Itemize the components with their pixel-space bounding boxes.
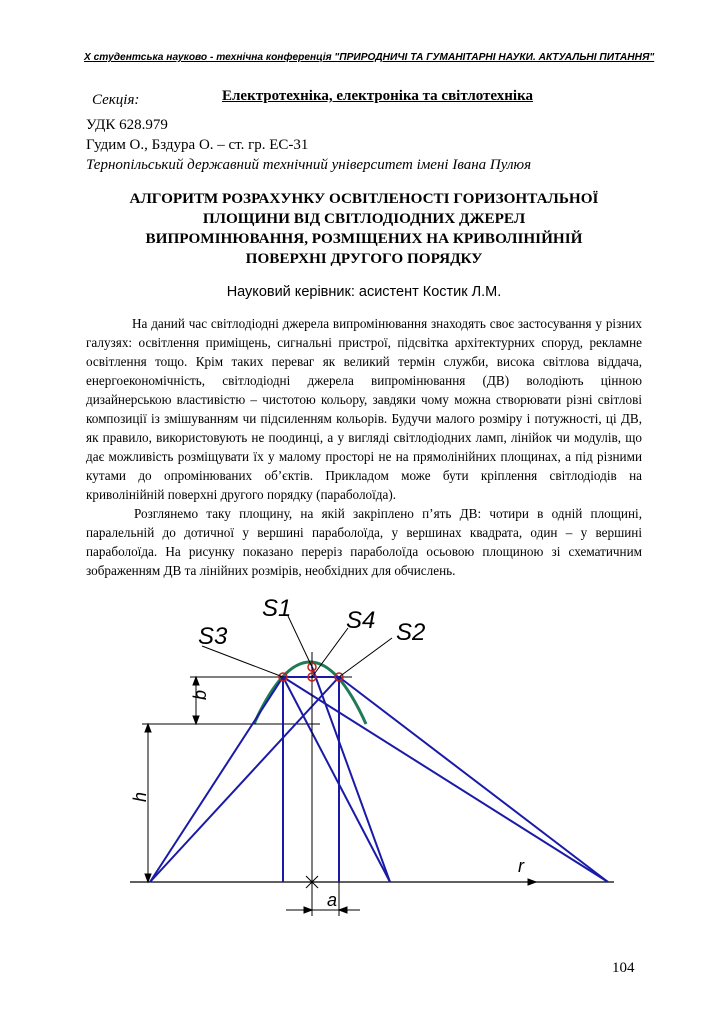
- body-text: [86, 314, 642, 580]
- light-rays: [150, 667, 608, 882]
- page-number: 104: [612, 960, 635, 976]
- paraboloid-section-figure: [120, 588, 620, 928]
- paper-title: [86, 189, 642, 269]
- university: Тернопільський державний технічний університет імені Івана Пулюя: [86, 157, 532, 173]
- udk-code: УДК 628.979: [86, 117, 168, 133]
- section-name: Електротехніка, електроніка та світлотехніка: [222, 88, 534, 104]
- conference-header: X студентська науково - технічна конференція "ПРИРОДНИЧІ ТА ГУМАНІТАРНІ НАУКИ. АКТУАЛЬНІ ПИТАННЯ": [84, 52, 655, 63]
- label-s2: S2: [396, 619, 426, 646]
- supervisor: Науковий керівник: асистент Костик Л.М.: [226, 284, 502, 300]
- label-s3: S3: [198, 623, 228, 650]
- paragraph: Розглянемо таку площину, на якій закріплено п’ять ДВ: чотири в одній площині, паралельній до дотичної у вершині параболоїда, у вершинах квадрата, один – у вершині параболоїда. На рисунку показано переріз параболоїда осьовою площиною зі схематичним зображенням ДВ та лінійних розмірів, необхідних для обчислень.: [86, 506, 642, 578]
- label-r: r: [518, 856, 524, 876]
- label-s1: S1: [262, 595, 292, 622]
- label-b: b: [190, 689, 210, 700]
- paragraph: На даний час світлодіодні джерела випромінювання знаходять своє застосування у різних галузях: освітлення приміщень, сигнальні пристрої, підсвітка архітектурних споруд, рекламне освітлення тощо. Крім таких переваг як великий термін служби, висока світлова віддача, енергоекономічність, світлодіодні джерела випромінювання (ДВ) володіють цінною дизайнерською властивістю – чистотою кольору, завдяки чому можна створювати різні світлові композиції із змішуванням чи підсиленням кольорів. Будучи малого розміру і потужності, ці ДВ, як правило, використовують не поодинці, а у вигляді світлодіодних ламп, лінійок чи модулів, що дає можливість розміщувати їх у малому просторі не на прямолінійних площинах, а під різними кутами до опромінюваних об’єктів. Прикладом може бути кріплення світлодіодів на криволінійній поверхні другого порядку (параболоїда).: [86, 316, 642, 502]
- section-label: Секція:: [92, 92, 140, 108]
- label-h: h: [130, 791, 150, 802]
- dimension-r: [512, 879, 536, 885]
- label-a: a: [327, 890, 338, 910]
- title-line: АЛГОРИТМ РОЗРАХУНКУ ОСВІТЛЕНОСТІ ГОРИЗОНТАЛЬНОЇ: [129, 190, 599, 207]
- authors: Гудим О., Бздура О. – ст. гр. ЕС-31: [86, 137, 309, 153]
- title-line: ВИПРОМІНЮВАННЯ, РОЗМІЩЕНИХ НА КРИВОЛІНІЙНІЙ: [145, 230, 583, 247]
- title-line: ПОВЕРХНІ ДРУГОГО ПОРЯДКУ: [245, 250, 483, 267]
- label-s4: S4: [346, 607, 376, 634]
- title-line: ПЛОЩИНИ ВІД СВІТЛОДІОДНИХ ДЖЕРЕЛ: [202, 210, 526, 227]
